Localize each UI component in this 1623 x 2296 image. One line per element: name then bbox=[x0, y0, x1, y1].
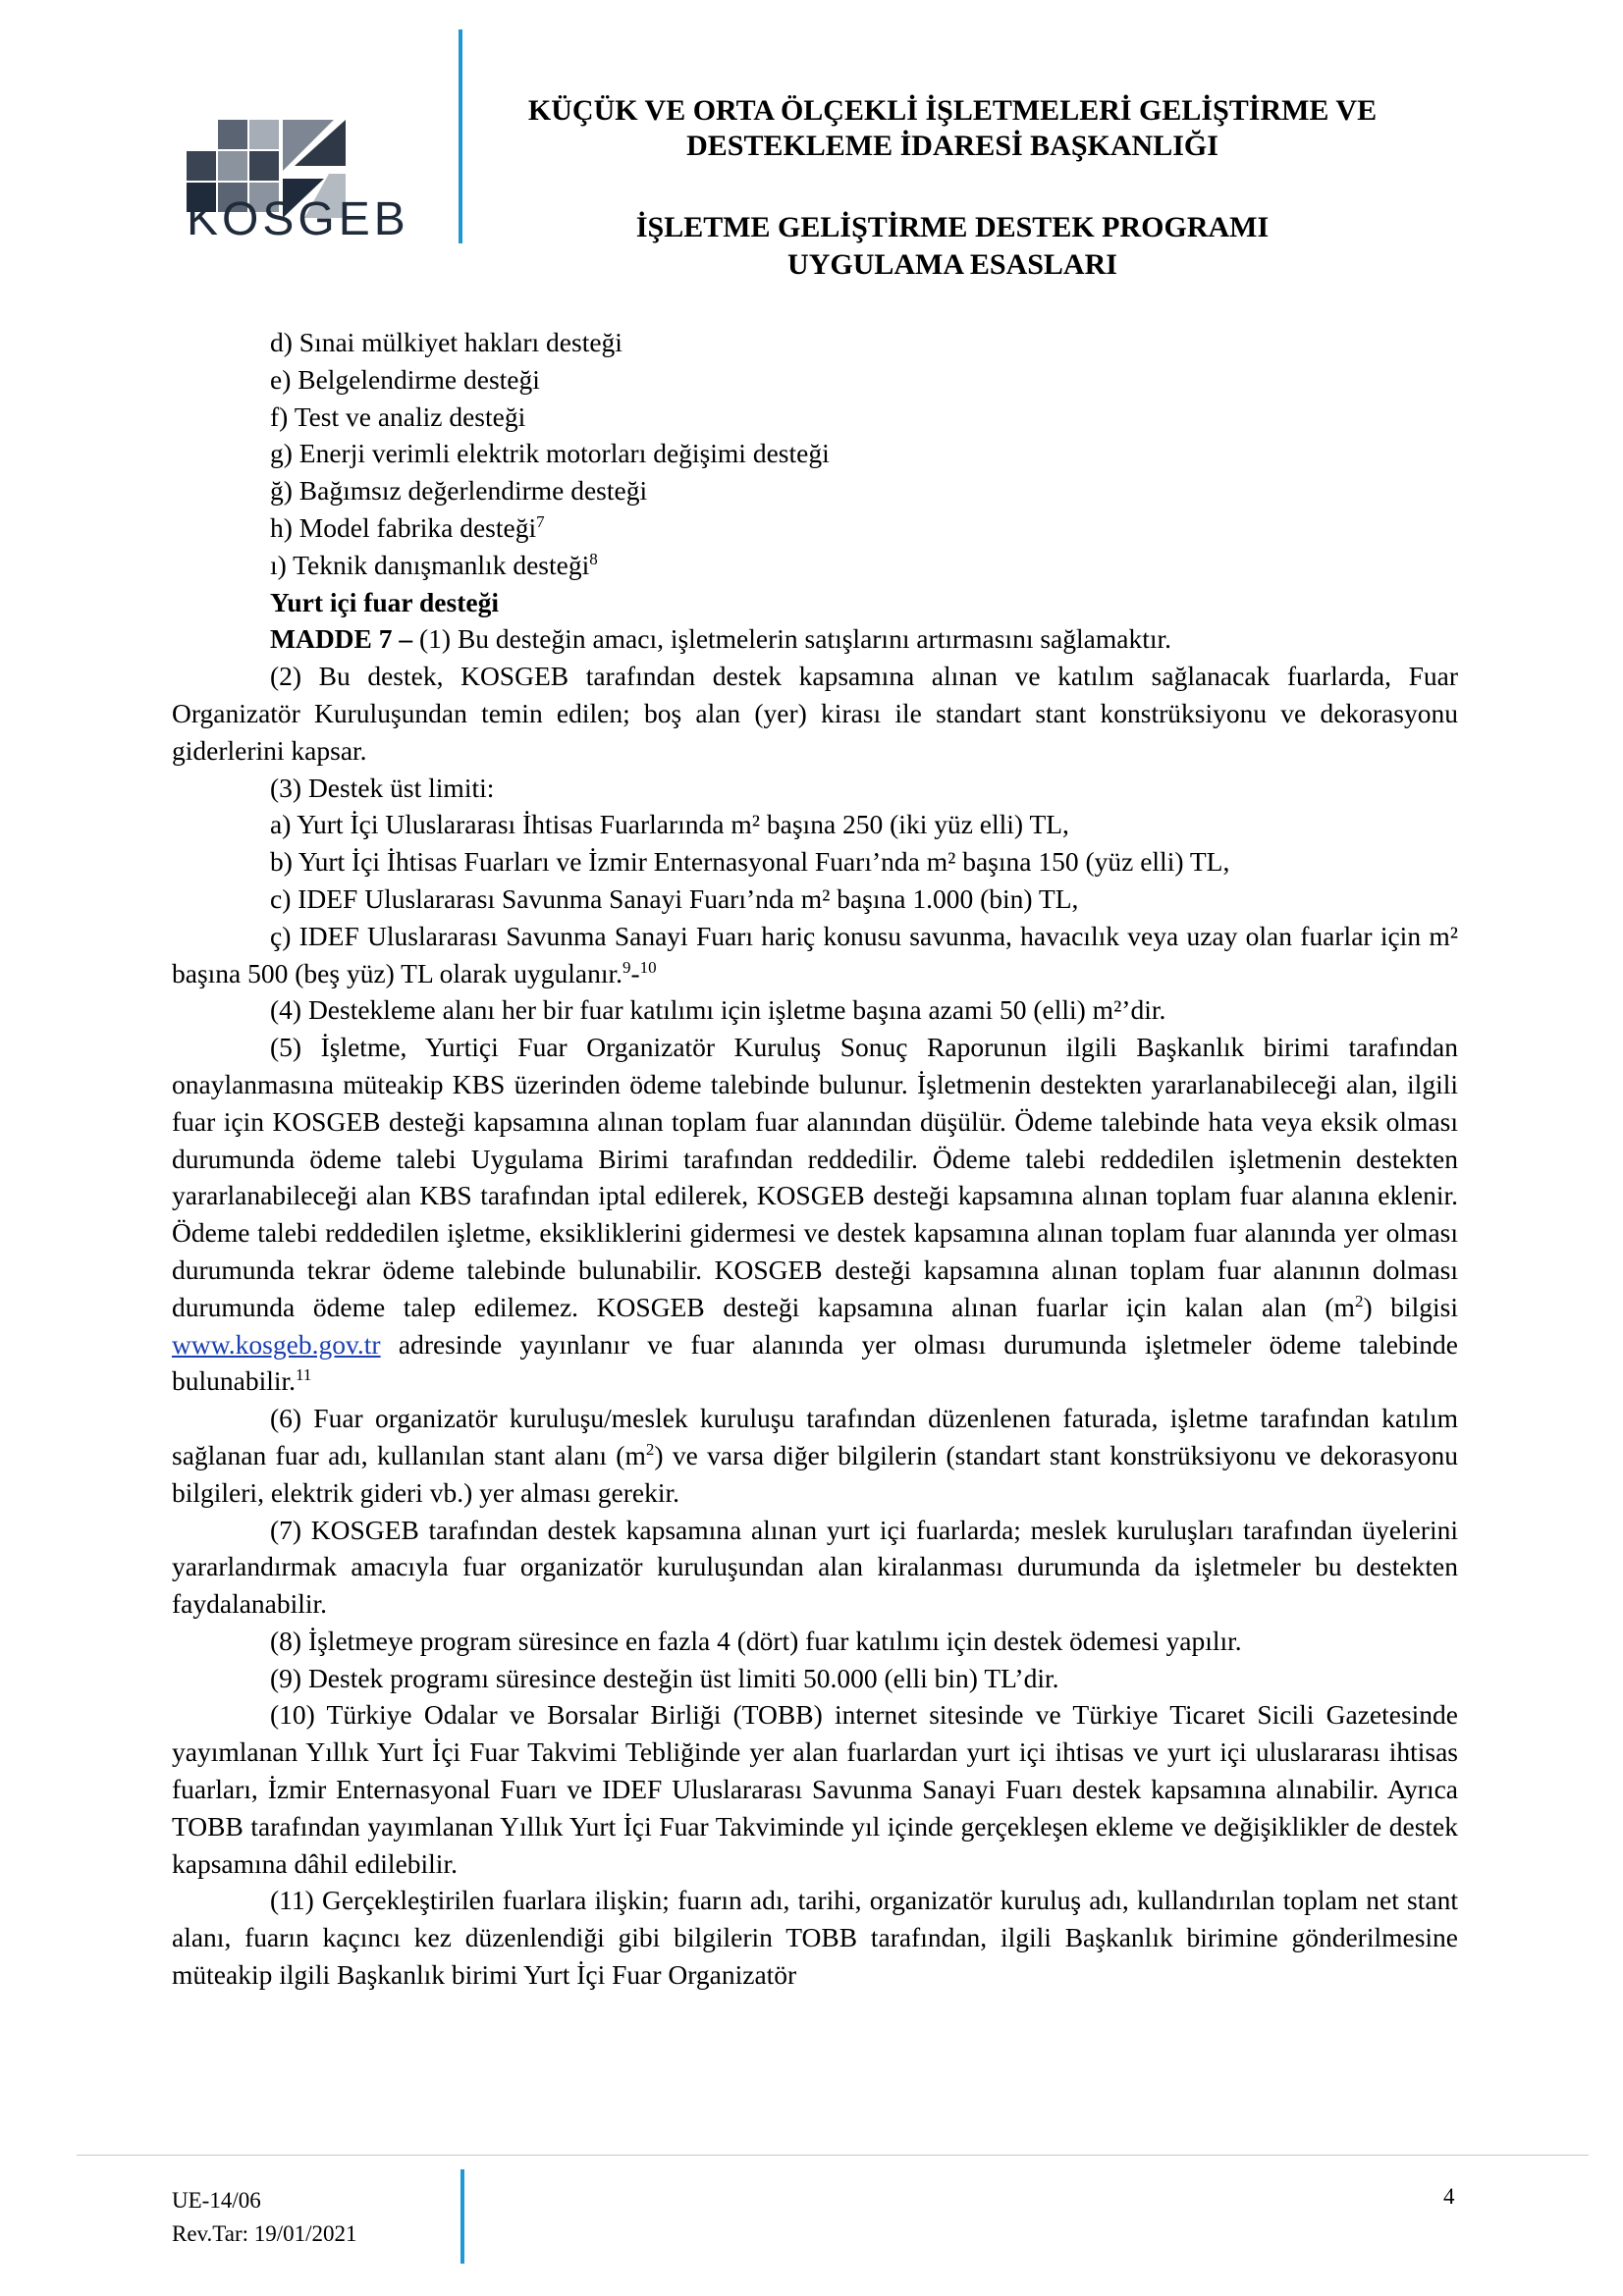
superscript: 2 bbox=[1354, 1291, 1364, 1310]
paragraph-text: ) bilgisi bbox=[1363, 1291, 1459, 1322]
footer-doc-info bbox=[172, 2184, 357, 2251]
paragraph-1 bbox=[172, 620, 1458, 658]
paragraph-10: (10) Türkiye Odalar ve Borsalar Birliği (TOBB) internet sitesinde ve Türkiye Ticaret Sicili Gazetesinde yayımlanan Yıllık Yurt İçi Fuar Takvimi Tebliğinde yer alan fuarlardan yurt içi ihtisas ve yurt içi uluslararası ihtisas fuarları, İzmir Enternasyonal Fuarı ve IDEF Uluslararası Savunma Sanayi Fuarı destek kapsamına alınabilir. Ayrıca TOBB tarafından yayımlanan Yıllık Yurt İçi Fuar Takviminde yıl içinde gerçekleşen ekleme ve değişiklikler de destek kapsamına dâhil edilebilir. bbox=[172, 1699, 1458, 1879]
org-title bbox=[461, 93, 1443, 164]
paragraph-text: ) ve varsa diğer bilgilerin (standart stant konstrüksiyonu ve dekorasyonu bilgileri, elektrik gideri vb.) yer alması gerekir. bbox=[172, 1439, 1458, 1508]
section-heading: Yurt içi fuar desteği bbox=[270, 586, 499, 617]
paragraph-text: (1) Bu desteğin amacı, işletmelerin satışlarını artırmasını sağlamaktır. bbox=[412, 623, 1171, 655]
footnote-dash: - bbox=[630, 957, 640, 988]
list-item bbox=[172, 509, 1458, 547]
logo-wordmark: KOSGEB bbox=[187, 193, 409, 245]
paragraph-11: (11) Gerçekleştirilen fuarlara ilişkin; fuarın adı, tarihi, organizatör kuruluş adı, kullandırılan toplam net stant alanı, fuarın kaçıncı kez düzenlendiği gibi bilgilerin TOBB tarafından, ilgili Başkanlık birimine gönderilmesine müteakip ilgili Başkanlık birimi Yurt İçi Fuar Organizatör bbox=[172, 1885, 1458, 1991]
document-body bbox=[172, 324, 1458, 1994]
paragraph-text: (5) İşletme, Yurtiçi Fuar Organizatör Kuruluş Sonuç Raporunun ilgili Başkanlık birimi tarafından onaylanmasına müteakip KBS üzerinden ödeme talebinde bulunur. İşletmenin destekten yararlanabileceği alan, ilgili fuar için KOSGEB desteği kapsamına alınan toplam fuar alanından düşülür. Ödeme talebinde hata veya eksik olması durumunda ödeme talebi Uygulama Birimi tarafından reddedilir. Ödeme talebi reddedilen işletmenin destekten yararlanabileceği alan KBS tarafından iptal edilerek, KOSGEB desteği kapsamına alınan toplam fuar alanına eklenir. Ödeme talebi reddedilen işletme, eksikliklerini gidermesi ve destek kapsamına alınan toplam fuar alanında yer olması durumunda tekrar ödeme talebinde bulunabilir. KOSGEB desteği kapsamına alınan toplam fuar alanının dolması durumunda ödeme talep edilemez. KOSGEB desteği kapsamına alınan fuarlar için kalan alan (m bbox=[172, 1032, 1458, 1322]
list-item: d) Sınai mülkiyet hakları desteği bbox=[270, 327, 622, 357]
program-title bbox=[461, 209, 1443, 284]
program-title-line2: UYGULAMA ESASLARI bbox=[787, 248, 1117, 281]
program-title-line1: İŞLETME GELİŞTİRME DESTEK PROGRAMI bbox=[635, 211, 1270, 243]
limit-item-a: a) Yurt İçi Uluslararası İhtisas Fuarlarında m² başına 250 (iki yüz elli) TL, bbox=[270, 809, 1069, 840]
paragraph-8: (8) İşletmeye program süresince en fazla 4 (dört) fuar katılımı için destek ödemesi yapılır. bbox=[270, 1625, 1242, 1656]
footnote-ref: 8 bbox=[589, 549, 598, 568]
paragraph-3: (3) Destek üst limiti: bbox=[270, 772, 495, 803]
limit-item-b: b) Yurt İçi İhtisas Fuarları ve İzmir Enternasyonal Fuarı’nda m² başına 150 (yüz elli) TL, bbox=[270, 846, 1230, 878]
list-item bbox=[172, 547, 1458, 584]
footer-divider bbox=[460, 2169, 464, 2264]
page-number: 4 bbox=[1443, 2184, 1455, 2209]
footnote-ref: 9 bbox=[622, 957, 631, 977]
list-item: g) Enerji verimli elektrik motorları değişimi desteği bbox=[270, 438, 830, 469]
paragraph-2: (2) Bu destek, KOSGEB tarafından destek kapsamına alınan ve katılım sağlanacak fuarlarda, Fuar Organizatör Kuruluşundan temin edilen; boş alan (yer) kirası ile standart stant konstrüksiyonu ve dekorasyonu giderlerini kapsar. bbox=[172, 661, 1458, 766]
paragraph-text: adresinde yayınlanır ve fuar alanında yer olması durumunda işletmeler ödeme talebinde bulunabilir. bbox=[172, 1328, 1458, 1397]
list-item-text: ı) Teknik danışmanlık desteği bbox=[270, 549, 590, 580]
paragraph-7: (7) KOSGEB tarafından destek kapsamına alınan yurt içi fuarlarda; meslek kuruluşları tarafından üyelerini yararlandırmak amacıyla fuar organizatör kuruluşundan alan kiralanması durumunda da işletmeler bu destekten faydalanabilir. bbox=[172, 1514, 1458, 1620]
paragraph-9: (9) Destek programı süresince desteğin üst limiti 50.000 (elli bin) TL’dir. bbox=[270, 1662, 1059, 1693]
revision-date: Rev.Tar: 19/01/2021 bbox=[172, 2221, 357, 2246]
limit-item-c: c) IDEF Uluslararası Savunma Sanayi Fuarı’nda m² başına 1.000 (bin) TL, bbox=[270, 882, 1079, 914]
org-title-line2: DESTEKLEME İDARESİ BAŞKANLIĞI bbox=[686, 130, 1218, 162]
limit-item-cc bbox=[172, 918, 1458, 992]
footnote-ref: 7 bbox=[536, 511, 545, 531]
kosgeb-website-link[interactable]: www.kosgeb.gov.tr bbox=[172, 1328, 381, 1360]
footnote-ref: 11 bbox=[296, 1365, 312, 1385]
paragraph-5 bbox=[172, 1029, 1458, 1400]
footer-rule bbox=[77, 2155, 1589, 2156]
superscript: 2 bbox=[645, 1439, 655, 1459]
doc-code: UE-14/06 bbox=[172, 2188, 261, 2213]
list-item-text: h) Model fabrika desteği bbox=[270, 511, 537, 543]
footnote-ref: 10 bbox=[639, 957, 657, 977]
article-label: MADDE 7 – bbox=[270, 623, 413, 655]
paragraph-text: (6) Fuar organizatör kuruluşu/meslek kuruluşu tarafından düzenlenen faturada, işletme tarafından katılım sağlanan fuar adı, kullanılan stant alanı (m bbox=[172, 1403, 1458, 1470]
paragraph-4: (4) Destekleme alanı her bir fuar katılımı için işletme başına azami 50 (elli) m²’dir. bbox=[270, 994, 1166, 1026]
org-title-line1: KÜÇÜK VE ORTA ÖLÇEKLİ İŞLETMELERİ GELİŞTİRME VE bbox=[527, 94, 1378, 127]
list-item: e) Belgelendirme desteği bbox=[270, 363, 540, 395]
paragraph-6 bbox=[172, 1400, 1458, 1511]
list-item: f) Test ve analiz desteği bbox=[270, 400, 526, 432]
list-item: ğ) Bağımsız değerlendirme desteği bbox=[270, 475, 648, 507]
paragraph-text: ç) IDEF Uluslararası Savunma Sanayi Fuarı hariç konusu savunma, havacılık veya uzay olan fuarlar için m² başına 500 (beş yüz) TL olarak uygulanır. bbox=[172, 920, 1458, 988]
